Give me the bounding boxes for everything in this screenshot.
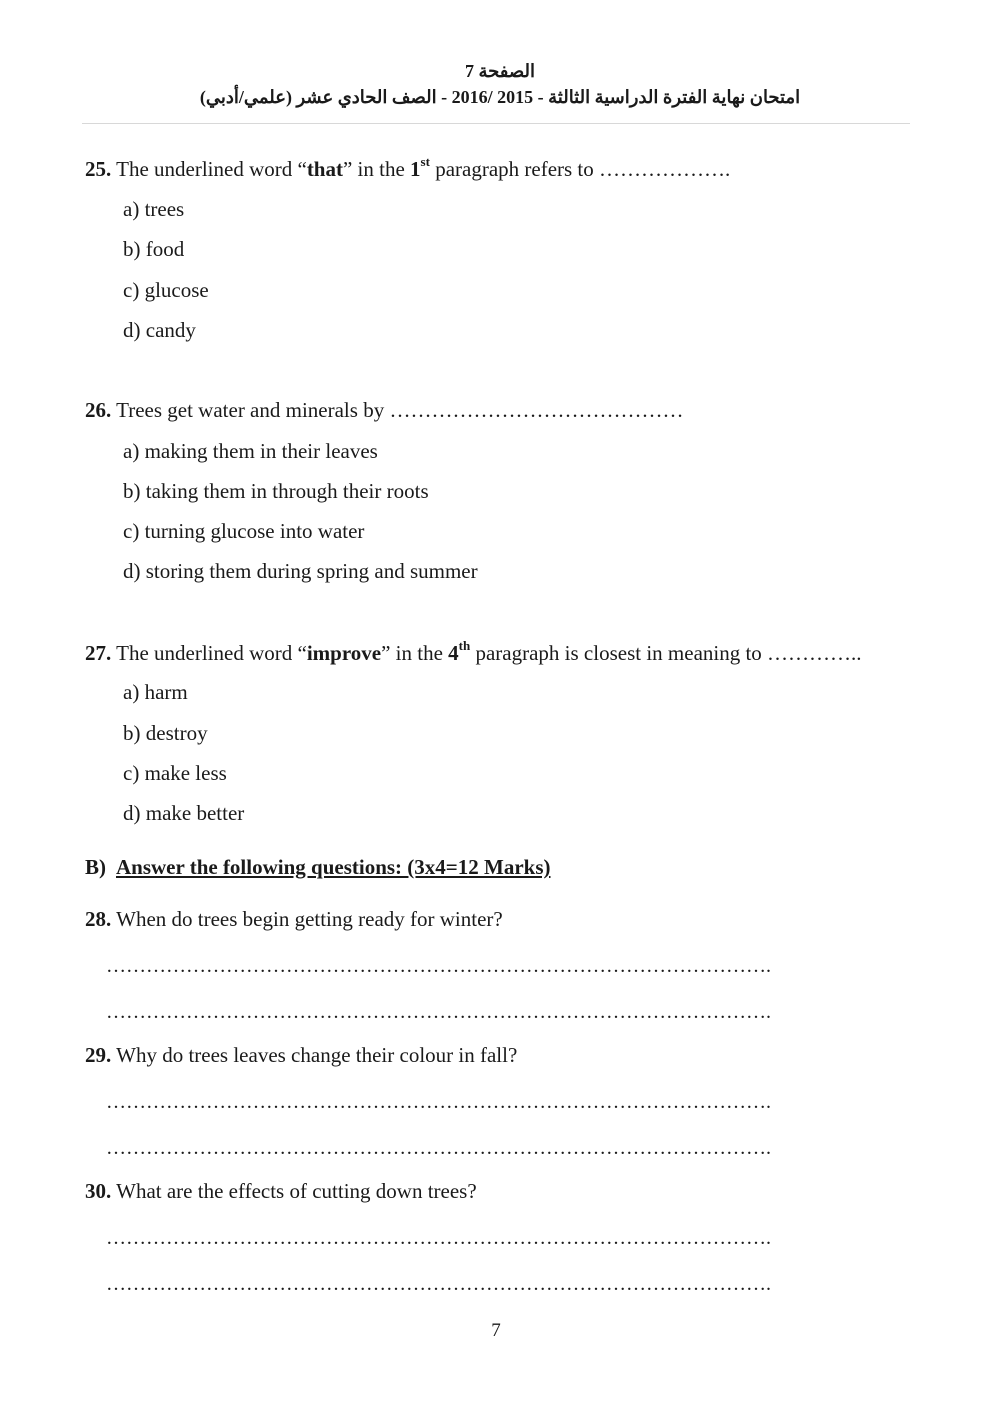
option-a: a) harm	[123, 680, 188, 704]
exam-title: امتحان نهاية الفترة الدراسية الثالثة - 2015 /2016 - الصف الحادي عشر (علمي/أدبي)	[199, 87, 801, 107]
question-number: 27.	[85, 641, 112, 665]
paragraph-ordinal: 4	[448, 641, 459, 665]
header-divider	[82, 123, 910, 124]
page-label: الصفحة 7	[465, 61, 535, 81]
option-c: c) make less	[123, 761, 227, 785]
question-number: 26.	[85, 398, 112, 422]
underlined-word: improve	[306, 641, 382, 665]
option-d: d) make better	[123, 801, 245, 825]
page-number: 7	[491, 1320, 501, 1341]
answer-line[interactable]: ……………………………………………………………………………………….	[106, 955, 771, 977]
option-a: a) making them in their leaves	[123, 439, 378, 463]
question-text: paragraph refers to ……………….	[429, 157, 731, 181]
question-text: paragraph is closest in meaning to …………..	[470, 641, 862, 665]
question-text: The underlined word “	[116, 157, 307, 181]
answer-line[interactable]: ……………………………………………………………………………………….	[106, 1227, 771, 1249]
option-b: b) taking them in through their roots	[123, 479, 429, 503]
option-c: c) glucose	[123, 278, 209, 302]
question-text: ” in the	[381, 641, 449, 665]
question-text: Trees get water and minerals by ……………………………………	[116, 398, 684, 422]
question-30	[85, 1179, 477, 1204]
ordinal-suffix: st	[420, 154, 430, 169]
answer-line[interactable]: ……………………………………………………………………………………….	[106, 1091, 771, 1113]
answer-line[interactable]: ……………………………………………………………………………………….	[106, 1137, 771, 1159]
question-text: The underlined word “	[116, 641, 307, 665]
answer-line[interactable]: ……………………………………………………………………………………….	[106, 1001, 771, 1023]
question-28	[85, 907, 503, 932]
question-text: ” in the	[342, 157, 411, 181]
underlined-word: that	[306, 157, 343, 181]
option-d: d) candy	[123, 318, 196, 342]
question-text: What are the effects of cutting down trees?	[116, 1179, 477, 1203]
option-b: b) food	[123, 237, 185, 261]
answer-line[interactable]: ……………………………………………………………………………………….	[106, 1273, 771, 1295]
question-number: 29.	[85, 1043, 112, 1067]
section-title: Answer the following questions: (3x4=12 Marks)	[116, 855, 551, 879]
question-number: 28.	[85, 907, 112, 931]
section-b-heading	[85, 855, 551, 880]
question-26	[85, 398, 683, 423]
paragraph-ordinal: 1	[410, 157, 421, 181]
question-number: 25.	[85, 157, 112, 181]
page-header	[0, 58, 992, 110]
ordinal-suffix: th	[458, 638, 471, 653]
option-d: d) storing them during spring and summer	[123, 559, 478, 583]
question-text: When do trees begin getting ready for winter?	[116, 907, 503, 931]
option-b: b) destroy	[123, 721, 208, 745]
question-27	[85, 640, 862, 666]
question-text: Why do trees leaves change their colour in fall?	[116, 1043, 518, 1067]
question-number: 30.	[85, 1179, 112, 1203]
question-25	[85, 156, 730, 182]
option-a: a) trees	[123, 197, 185, 221]
section-label: B)	[85, 855, 106, 879]
question-29	[85, 1043, 517, 1068]
option-c: c) turning glucose into water	[123, 519, 365, 543]
